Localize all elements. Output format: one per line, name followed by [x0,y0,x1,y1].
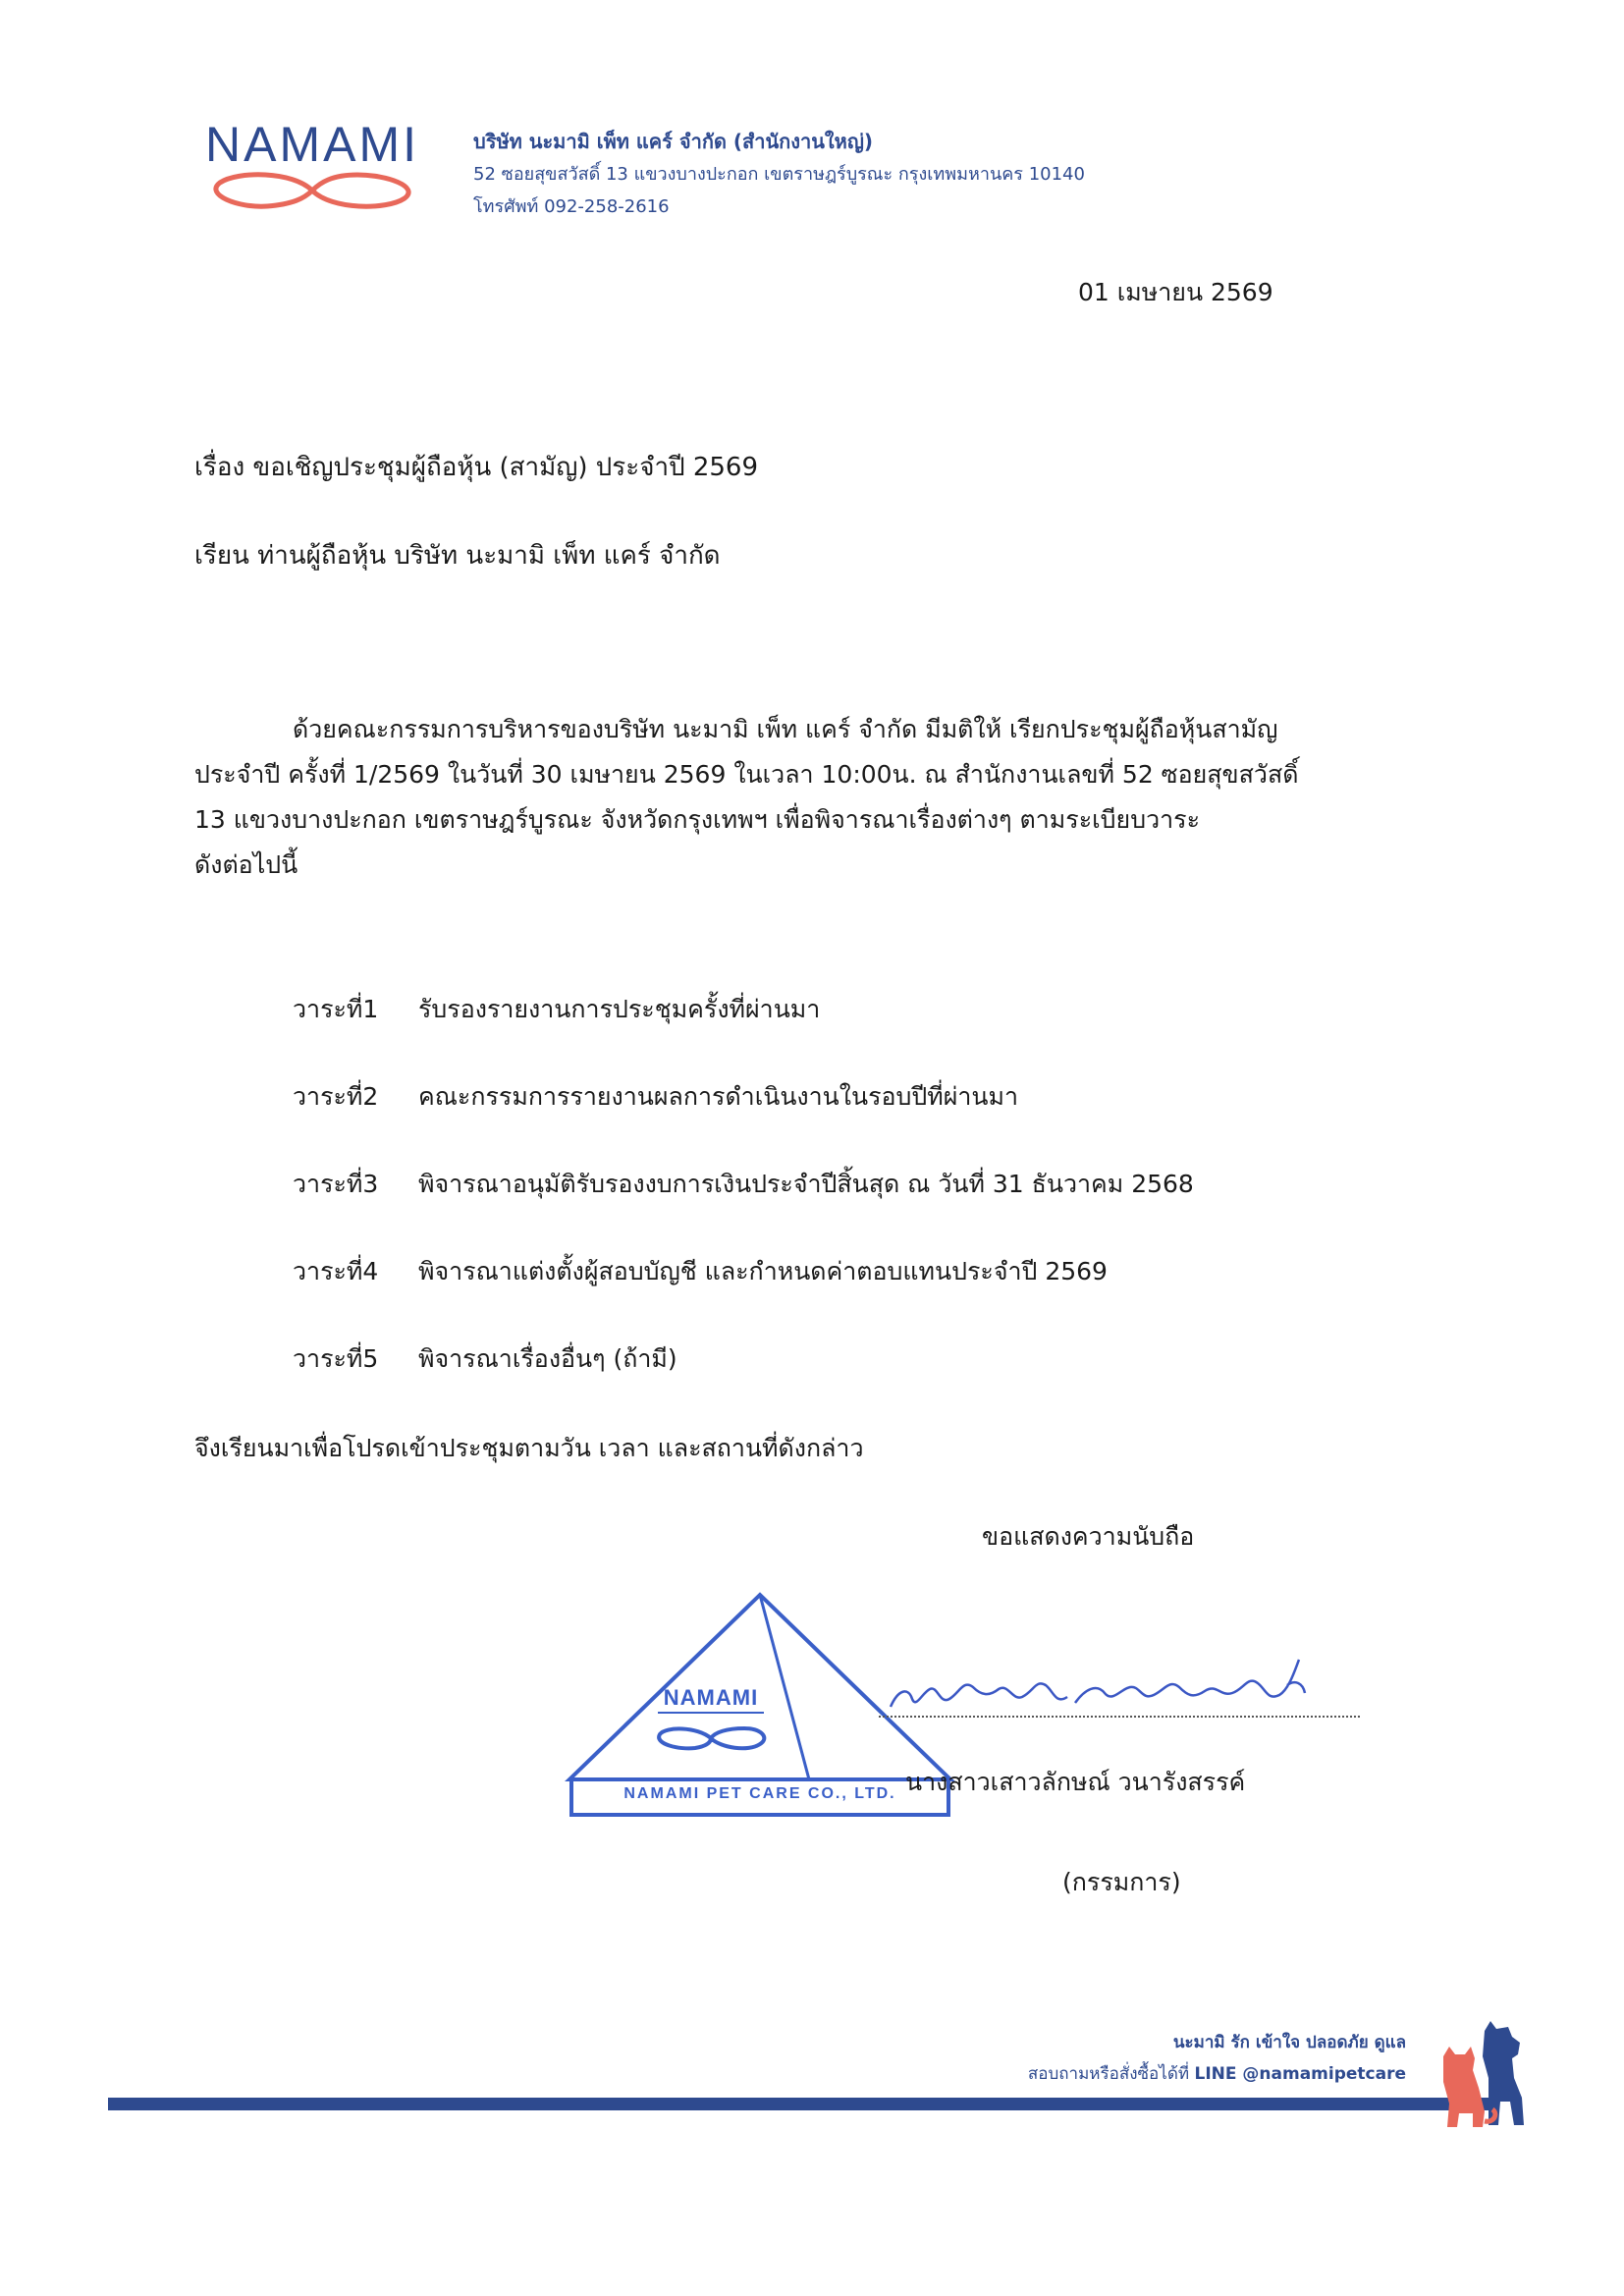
company-logo [192,116,432,214]
signer-name: นางสาวเสาวลักษณ์ วนารังสรรค์ [905,1768,1246,1796]
footer-bar [108,2098,1492,2110]
closing-line: จึงเรียนมาเพื่อโปรดเข้าประชุมตามวัน เวลา และสถานที่ดังกล่าว [194,1434,864,1462]
letter-recipient: เรียน ท่านผู้ถือหุ้น บริษัท นะมามิ เพ็ท แคร์ จำกัด [194,541,721,571]
logo-wordmark: NAMAMI [205,117,419,172]
letter-date: 01 เมษายน 2569 [1078,278,1273,306]
body-line: 13 แขวงบางปะกอก เขตราษฎร์บูรณะ จังหวัดกรุงเทพฯ เพื่อพิจารณาเรื่องต่างๆ ตามระเบียบวาระ [194,805,1200,834]
footer-slogan: นะมามิ รัก เข้าใจ ปลอดภัย ดูแล [1172,2033,1406,2052]
agenda-number: วาระที่2 [293,1082,379,1111]
company-info [473,126,1085,223]
signer-title: (กรรมการ) [1062,1868,1181,1896]
agenda-number: วาระที่4 [293,1257,379,1285]
agenda-text: รับรองรายงานการประชุมครั้งที่ผ่านมา [418,995,821,1023]
footer-line-id: LINE @namamipetcare [1194,2064,1406,2084]
agenda-item [293,1165,1194,1204]
agenda-item [293,1077,1018,1117]
agenda-item [293,990,820,1029]
footer-contact [1028,2060,1406,2087]
signature-line [879,1716,1360,1718]
agenda-item [293,1252,1108,1291]
letter-subject: เรื่อง ขอเชิญประชุมผู้ถือหุ้น (สามัญ) ประจำปี 2569 [194,453,759,482]
agenda-text: พิจารณาเรื่องอื่นๆ (ถ้ามี) [418,1344,677,1373]
letter-body [194,707,1333,888]
company-address: 52 ซอยสุขสวัสดิ์ 13 แขวงบางปะกอก เขตราษฎร์บูรณะ กรุงเทพมหานคร 10140 [473,164,1085,185]
stamp-company-name: NAMAMI PET CARE CO., LTD. [623,1785,896,1802]
stamp-logo-word: NAMAMI [663,1685,759,1710]
agenda-text: พิจารณาอนุมัติรับรองงบการเงินประจำปีสิ้นสุด ณ วันที่ 31 ธันวาคม 2568 [418,1170,1194,1198]
agenda-text: คณะกรรมการรายงานผลการดำเนินงานในรอบปีที่ผ่านมา [418,1082,1019,1111]
agenda-number: วาระที่3 [293,1170,379,1198]
regards-line: ขอแสดงความนับถือ [982,1522,1195,1551]
agenda-text: พิจารณาแต่งตั้งผู้สอบบัญชี และกำหนดค่าตอบแทนประจำปี 2569 [418,1257,1108,1285]
company-phone: โทรศัพท์ 092-258-2616 [473,196,670,217]
agenda-number: วาระที่1 [293,995,379,1023]
body-line: ประจำปี ครั้งที่ 1/2569 ในวันที่ 30 เมษายน 2569 ในเวลา 10:00น. ณ สำนักงานเลขที่ 52 ซอยสุขสวัสดิ์ [194,760,1299,789]
body-line: ดังต่อไปนี้ [194,850,298,879]
agenda-number: วาระที่5 [293,1344,379,1373]
infinity-icon [198,169,426,212]
agenda-item [293,1339,677,1379]
company-name: บริษัท นะมามิ เพ็ท แคร์ จำกัด (สำนักงานใหญ่) [473,130,874,153]
cat-dog-icon [1430,2019,1532,2133]
footer-contact-prefix: สอบถามหรือสั่งซื้อได้ที่ [1027,2064,1190,2084]
body-line: ด้วยคณะกรรมการบริหารของบริษัท นะมามิ เพ็ท แคร์ จำกัด มีมติให้ เรียกประชุมผู้ถือหุ้นสามัญ [293,715,1278,743]
